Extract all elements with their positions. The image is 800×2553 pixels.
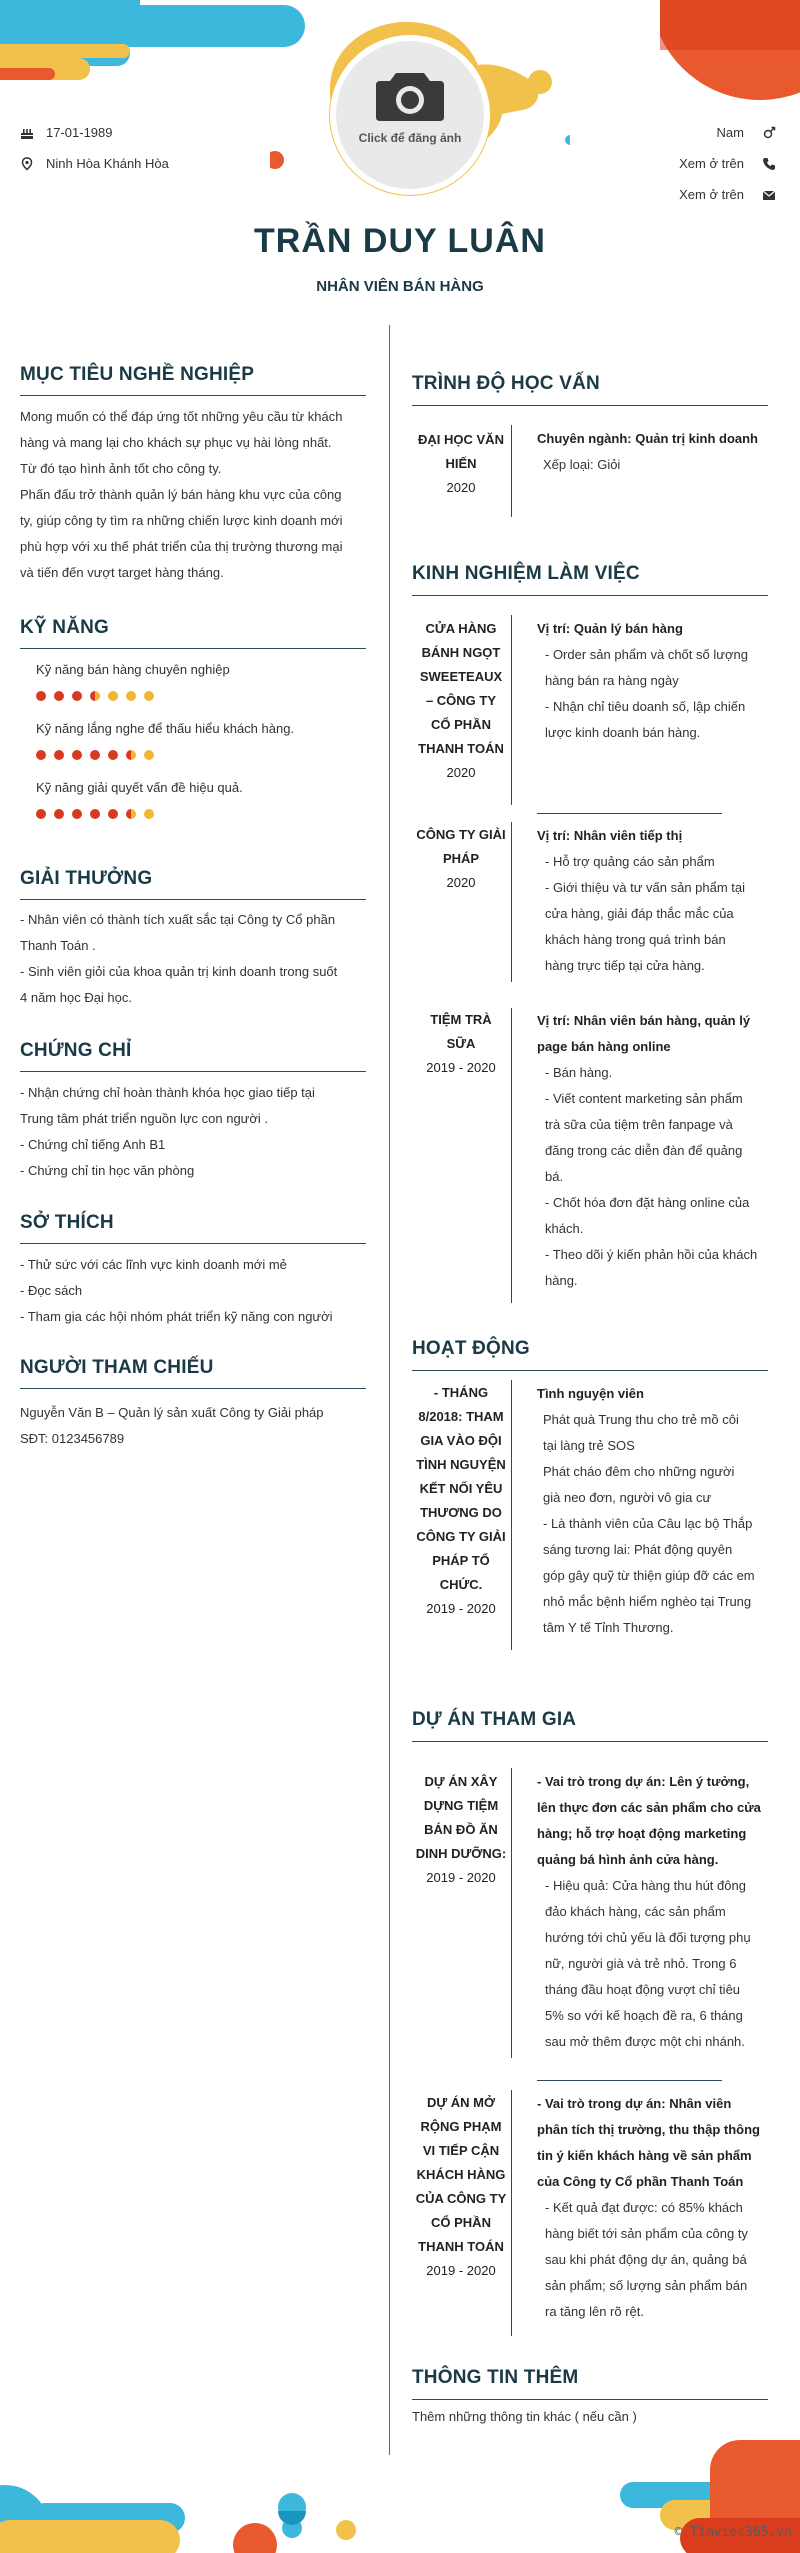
skill-dot [108, 809, 118, 819]
org-line: – CÔNG TY [425, 693, 497, 708]
entry-detail-line: nữ, người già và trẻ nhỏ. Trong 6 [545, 1956, 737, 1971]
skill-dot [144, 691, 154, 701]
education-underline [412, 405, 768, 406]
org-line: THƯƠNG DO [420, 1505, 502, 1520]
entry-role: phân tích thị trường, thu thập thông [537, 2122, 760, 2137]
entry-role: Chuyên ngành: Quản trị kinh doanh [537, 431, 758, 446]
org-line: CÔNG TY GIẢI [416, 827, 506, 842]
projects-title: DỰ ÁN THAM GIA [412, 1709, 577, 1730]
org-line: CỬA HÀNG [425, 621, 497, 636]
entry-detail-line: - Nhận chỉ tiêu doanh số, lập chiến [545, 699, 746, 714]
references-underline [20, 1388, 366, 1389]
entry-detail-line: - Viết content marketing sản phẩm [545, 1091, 743, 1106]
entry-detail-line: hàng trực tiếp tại cửa hàng. [545, 958, 705, 973]
entry-role: Tình nguyện viên [537, 1386, 644, 1401]
entry-detail-line: Phát cháo đêm cho những người [543, 1464, 735, 1479]
reference-line: SĐT: 0123456789 [20, 1431, 125, 1446]
entry-divider [511, 1380, 512, 1650]
entry-time: 2019 - 2020 [426, 1870, 496, 1885]
education-title: TRÌNH ĐỘ HỌC VẤN [412, 373, 600, 394]
entry-divider [511, 822, 512, 982]
experience-company [406, 617, 516, 785]
entry-role: quảng bá hình ảnh cửa hàng. [537, 1852, 719, 1867]
experience-detail [537, 616, 769, 746]
entry-divider [511, 2090, 512, 2336]
entry-role: Vị trí: Nhân viên tiếp thị [537, 828, 683, 843]
entry-divider [511, 615, 512, 805]
experience-title: KINH NGHIỆM LÀM VIỆC [412, 563, 640, 584]
certificates-title: CHỨNG CHỈ [20, 1040, 132, 1061]
org-line: PHÁP [442, 851, 480, 866]
org-line: BÁN ĐỒ ĂN [424, 1822, 498, 1837]
cake-icon [20, 126, 34, 140]
skill-dot [108, 691, 118, 701]
objective-line: Mong muốn có thể đáp ứng tốt những yêu cầu từ khách [20, 409, 343, 424]
phone-value: Xem ở trên [679, 156, 744, 171]
org-line: 8/2018: THAM [418, 1409, 504, 1424]
certificate-line: - Chứng chỉ tin học văn phòng [20, 1163, 195, 1178]
objective-underline [20, 395, 366, 396]
skill-rating [36, 691, 154, 701]
extra-underline [412, 2399, 768, 2400]
award-line: 4 năm học Đại học. [20, 990, 133, 1005]
org-line: TÌNH NGUYỆN [416, 1457, 506, 1472]
entry-detail-line: hướng tới chủ yếu là đối tượng phụ [545, 1930, 751, 1945]
hobbies-text [20, 1252, 380, 1330]
entry-detail-line: sau khi phát động dự án, quảng bá [545, 2252, 747, 2267]
gender-value: Nam [716, 125, 744, 140]
org-line: TIỆM TRÀ [430, 1012, 492, 1027]
entry-detail-line: nhỏ mắc bệnh hiểm nghèo tại Trung [543, 1594, 752, 1609]
objective-text [20, 404, 380, 586]
entry-detail-line: hàng. [545, 1273, 578, 1288]
award-line: - Nhân viên có thành tích xuất sắc tại Công ty Cổ phần [20, 912, 336, 927]
column-divider [389, 325, 390, 2455]
skill-dot [144, 809, 154, 819]
entry-detail-line: ra tăng lên rõ rệt. [545, 2304, 644, 2319]
reference-line: Nguyễn Văn B – Quản lý sản xuất Công ty Giải pháp [20, 1405, 324, 1420]
skill-dot [126, 691, 136, 701]
entry-separator [537, 813, 722, 814]
birthday-value: 17-01-1989 [46, 125, 113, 140]
org-line: CỦA CÔNG TY [415, 2191, 507, 2206]
awards-title: GIẢI THƯỞNG [20, 868, 153, 889]
skill-dot [126, 750, 136, 760]
entry-time: 2020 [446, 480, 476, 495]
org-line: KHÁCH HÀNG [416, 2167, 506, 2182]
candidate-name: TRẦN DUY LUÂN [254, 222, 546, 260]
entry-time: 2020 [446, 875, 476, 890]
entry-detail-line: 5% so với kế hoạch đề ra, 6 tháng [545, 2008, 743, 2023]
extra-title: THÔNG TIN THÊM [412, 2367, 579, 2388]
entry-detail-line: Phát quà Trung thu cho trẻ mồ côi [543, 1412, 739, 1427]
entry-detail-line: - Bán hàng. [545, 1065, 613, 1080]
skill-dot [72, 691, 82, 701]
entry-role: page bán hàng online [537, 1039, 671, 1054]
skill-dot [90, 809, 100, 819]
award-line: Thanh Toán . [20, 938, 96, 953]
org-line: CÔNG TY GIẢI [416, 1529, 506, 1544]
hobbies-underline [20, 1243, 366, 1244]
skill-dot [72, 750, 82, 760]
entry-role: Vị trí: Nhân viên bán hàng, quản lý [537, 1013, 751, 1028]
entry-detail-line: cửa hàng, giải đáp thắc mắc của [545, 906, 734, 921]
location-pin-icon [20, 157, 34, 171]
entry-detail-line: - Chốt hóa đơn đặt hàng online của [545, 1195, 750, 1210]
skills-underline [20, 648, 366, 649]
hobbies-title: SỞ THÍCH [20, 1212, 114, 1233]
address-row [20, 156, 169, 171]
org-line: CHỨC. [439, 1577, 483, 1592]
awards-text [20, 907, 380, 1011]
org-line: THANH TOÁN [418, 2239, 504, 2254]
entry-divider [511, 1768, 512, 2058]
hobby-line: - Thử sức với các lĩnh vực kinh doanh mới mẻ [20, 1257, 287, 1272]
top-right-decoration [660, 0, 800, 110]
birthday-row [20, 125, 113, 140]
activities-title: HOẠT ĐỘNG [412, 1338, 530, 1359]
entry-time: 2019 - 2020 [426, 1601, 496, 1616]
address-value: Ninh Hòa Khánh Hòa [46, 156, 169, 171]
skill-dot [54, 809, 64, 819]
entry-detail-line: khách hàng trong quá trình bán [545, 932, 726, 947]
activities-underline [412, 1370, 768, 1371]
avatar[interactable] [330, 35, 490, 195]
phone-row [679, 156, 776, 171]
objective-line: Từ đó tạo hình ảnh tốt cho công ty. [20, 461, 222, 476]
entry-detail-line: - Hỗ trợ quảng cáo sản phẩm [545, 854, 715, 869]
skill-rating [36, 750, 154, 760]
org-line: CỔ PHẦN [431, 2215, 491, 2230]
experience-detail [537, 1008, 769, 1294]
entry-detail-line: hàng biết tới sản phẩm của công ty [545, 2226, 748, 2241]
skill-dot [54, 691, 64, 701]
entry-role: Vị trí: Quản lý bán hàng [537, 621, 683, 636]
entry-detail-line: lược kinh doanh bán hàng. [545, 725, 701, 740]
entry-detail-line: góp gây quỹ từ thiện giúp đỡ các em [543, 1568, 755, 1583]
skill-name: Kỹ năng bán hàng chuyên nghiệp [36, 662, 230, 677]
entry-time: 2020 [446, 765, 476, 780]
entry-detail-line: tâm Y tế Tỉnh Thương. [543, 1620, 674, 1635]
entry-detail-line: - Theo dõi ý kiến phản hồi của khách [545, 1247, 758, 1262]
entry-role: - Vai trò trong dự án: Nhân viên [537, 2096, 732, 2111]
objective-title: MỤC TIÊU NGHỀ NGHIỆP [20, 364, 255, 385]
entry-time: 2019 - 2020 [426, 2263, 496, 2278]
org-line: SỮA [446, 1036, 476, 1051]
certificate-line: Trung tâm phát triển nguồn lực con người . [20, 1111, 269, 1126]
education-detail [537, 426, 769, 478]
entry-detail-line: - Order sản phẩm và chốt số lượng [545, 647, 748, 662]
skill-dot [36, 691, 46, 701]
org-line: DỰNG TIỆM [423, 1798, 499, 1813]
camera-icon [376, 69, 444, 121]
activity-org [406, 1381, 516, 1621]
org-line: - THÁNG [433, 1385, 489, 1400]
org-line: CỔ PHẦN [431, 717, 491, 732]
certificates-underline [20, 1071, 366, 1072]
org-line: VI TIẾP CẬN [422, 2143, 500, 2158]
entry-separator [537, 2080, 722, 2081]
entry-detail-line: đăng trong các diễn đàn để quảng [545, 1143, 743, 1158]
projects-underline [412, 1741, 768, 1742]
entry-detail-line: trà sữa của tiệm trên fanpage và [545, 1117, 733, 1132]
org-line: DỰ ÁN MỞ [426, 2095, 496, 2110]
certificate-line: - Nhận chứng chỉ hoàn thành khóa học giao tiếp tại [20, 1085, 315, 1100]
entry-detail-line: sau mở thêm được một chi nhánh. [545, 2034, 745, 2049]
skill-dot [90, 750, 100, 760]
extra-text: Thêm những thông tin khác ( nếu cần ) [412, 2409, 637, 2424]
experience-underline [412, 595, 768, 596]
entry-detail-line: - Giới thiệu và tư vấn sản phẩm tại [545, 880, 746, 895]
skill-name: Kỹ năng lắng nghe để thấu hiểu khách hàng. [36, 721, 295, 736]
org-line: BÁNH NGỌT [421, 645, 501, 660]
org-line: DỰ ÁN XÂY [424, 1774, 498, 1789]
phone-icon [762, 157, 776, 171]
experience-detail [537, 823, 769, 979]
org-line: DINH DƯỠNG: [415, 1846, 507, 1861]
objective-line: Phấn đấu trở thành quản lý bán hàng khu vực của công [20, 487, 342, 502]
activity-detail [537, 1381, 769, 1641]
references-title: NGƯỜI THAM CHIẾU [20, 1357, 214, 1378]
org-line: KẾT NỐI YÊU [419, 1481, 503, 1496]
skill-dot [54, 750, 64, 760]
entry-detail-line: bá. [545, 1169, 564, 1184]
gender-icon [762, 126, 776, 140]
entry-role: lên thực đơn các sản phẩm cho cửa [537, 1800, 761, 1815]
skill-rating [36, 809, 154, 819]
skill-dot [90, 691, 100, 701]
gender-row [717, 125, 776, 140]
org-line: ĐẠI HỌC VĂN [418, 432, 504, 447]
education-school [406, 428, 516, 500]
entry-detail-line: sản phẩm; số lượng sản phẩm bán [545, 2278, 748, 2293]
email-value: Xem ở trên [679, 187, 744, 202]
org-line: THANH TOÁN [418, 741, 504, 756]
photo-upload-label: Click để đăng ảnh [358, 131, 462, 145]
entry-detail-line: Xếp loại: Giỏi [543, 457, 621, 472]
hobby-line: - Tham gia các hội nhóm phát triển kỹ năng con người [20, 1309, 333, 1324]
org-line: PHÁP TỔ [432, 1553, 490, 1568]
objective-line: ty, giúp công ty tìm ra những chiến lược kinh doanh mới [20, 513, 343, 528]
entry-role: hàng; hỗ trợ hoạt động marketing [537, 1826, 747, 1841]
project-name [406, 1770, 516, 1890]
org-line: HIẾN [445, 456, 477, 471]
project-name [406, 2091, 516, 2283]
entry-role: của Công ty Cổ phần Thanh Toán [537, 2174, 744, 2189]
org-line: RỘNG PHẠM [420, 2119, 502, 2134]
entry-divider [511, 425, 512, 517]
watermark: © Timviec365.vn [674, 2525, 792, 2540]
references-text [20, 1400, 380, 1452]
entry-detail-line: già neo đơn, người vô gia cư [543, 1490, 712, 1505]
entry-role: - Vai trò trong dự án: Lên ý tưởng, [537, 1774, 750, 1789]
skill-name: Kỹ năng giải quyết vấn đề hiệu quả. [36, 780, 243, 795]
entry-detail-line: sáng tương lai: Phát động quyên [543, 1542, 733, 1557]
entry-detail-line: - Là thành viên của Câu lạc bộ Thắp [543, 1516, 753, 1531]
project-detail [537, 1769, 769, 2055]
skills-title: KỸ NĂNG [20, 617, 110, 638]
bottom-middle-decoration [270, 2485, 390, 2553]
objective-line: hàng và mang lại cho khách sự phục vụ hài lòng nhất. [20, 435, 332, 450]
experience-company [406, 1008, 516, 1080]
skill-dot [36, 809, 46, 819]
project-detail [537, 2091, 769, 2325]
entry-divider [511, 1008, 512, 1303]
objective-line: phù hợp với xu thế phát triển của thị trường thương mại [20, 539, 343, 554]
skill-dot [126, 809, 136, 819]
hobby-line: - Đọc sách [20, 1283, 83, 1298]
org-line: GIA VÀO ĐỘI [420, 1433, 502, 1448]
entry-time: 2019 - 2020 [426, 1060, 496, 1075]
skill-dot [144, 750, 154, 760]
envelope-icon [762, 188, 776, 202]
experience-company [406, 823, 516, 895]
objective-line: và tiến đến vượt target hàng tháng. [20, 565, 224, 580]
skill-dot [108, 750, 118, 760]
entry-role: tin ý kiến khách hàng về sản phẩm [537, 2148, 752, 2163]
entry-detail-line: đảo khách hàng, các sản phẩm [545, 1904, 726, 1919]
entry-detail-line: tháng đầu hoạt động vượt chỉ tiêu [545, 1982, 741, 1997]
award-line: - Sinh viên giỏi của khoa quản trị kinh doanh trong suốt [20, 964, 338, 979]
entry-detail-line: hàng bán ra hàng ngày [545, 673, 679, 688]
entry-detail-line: - Kết quả đạt được: có 85% khách [545, 2200, 743, 2215]
certificate-line: - Chứng chỉ tiếng Anh B1 [20, 1137, 166, 1152]
skill-dot [36, 750, 46, 760]
candidate-position: NHÂN VIÊN BÁN HÀNG [316, 278, 484, 295]
entry-detail-line: khách. [545, 1221, 584, 1236]
entry-detail-line: - Hiệu quả: Cửa hàng thu hút đông [545, 1878, 746, 1893]
email-row [679, 187, 776, 202]
awards-underline [20, 899, 366, 900]
skill-dot [72, 809, 82, 819]
org-line: SWEETEAUX [419, 669, 503, 684]
entry-detail-line: tại làng trẻ SOS [543, 1438, 635, 1453]
certificates-text [20, 1080, 380, 1184]
